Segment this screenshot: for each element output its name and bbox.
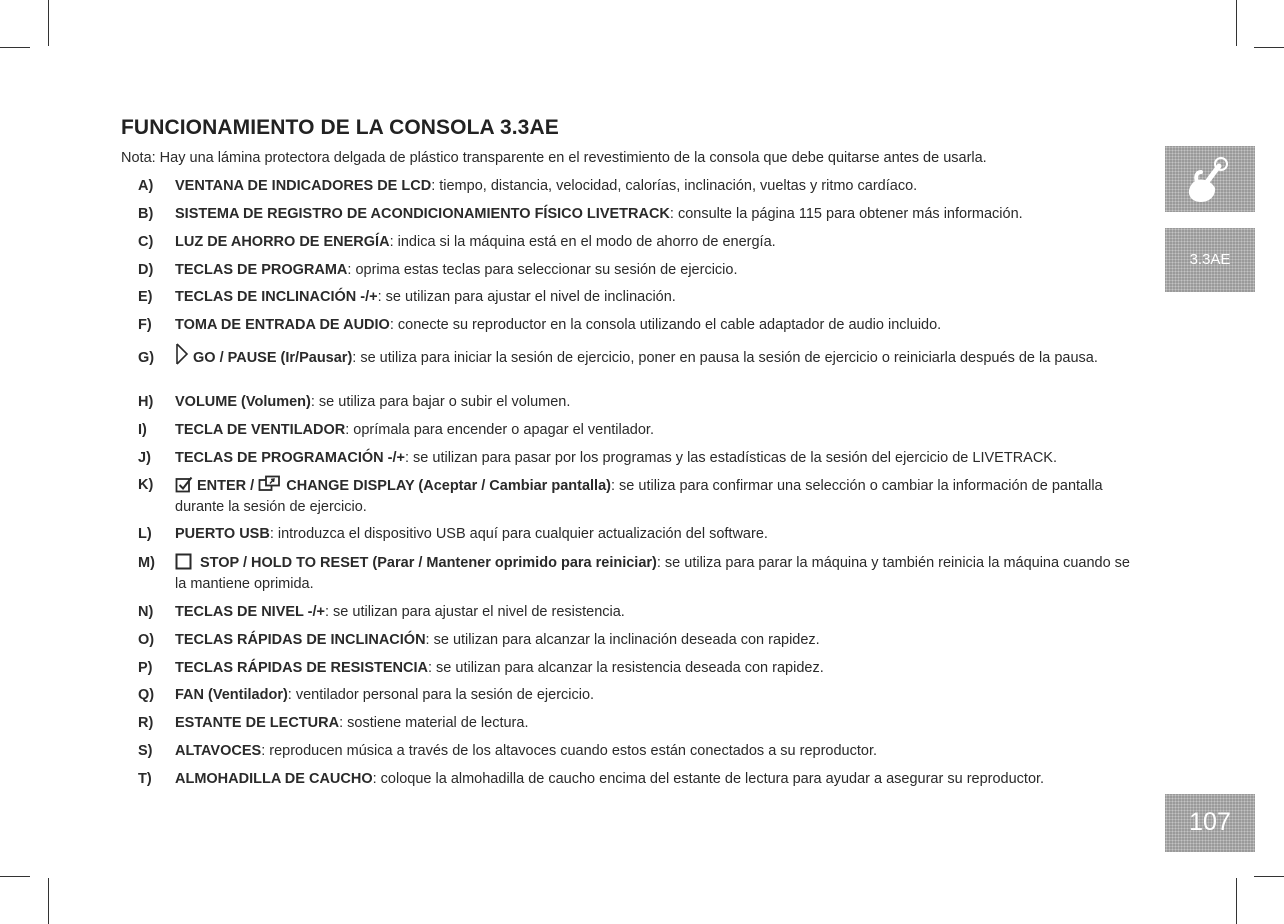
page-title: FUNCIONAMIENTO DE LA CONSOLA 3.3AE: [121, 116, 559, 139]
stop-square-icon: [175, 553, 192, 570]
list-item: [138, 658, 1138, 679]
item-label: LUZ DE AHORRO DE ENERGÍA: [175, 234, 390, 250]
item-label: ALTAVOCES: [175, 743, 262, 759]
item-label: TECLAS RÁPIDAS DE RESISTENCIA: [175, 660, 428, 676]
item-letter: C): [138, 234, 154, 250]
item-desc: : oprima estas teclas para seleccionar su sesión de ejercicio.: [347, 262, 738, 278]
crop-mark: [1254, 47, 1284, 48]
list-item: [138, 475, 1138, 518]
list-item: [138, 204, 1138, 225]
note: Nota: Hay una lámina protectora delgada de plástico transparente en el revestimiento de la consola que debe quitarse antes de usarla.: [121, 150, 987, 166]
list-item: [138, 713, 1138, 734]
item-desc: : se utilizan para alcanzar la resistencia deseada con rapidez.: [427, 660, 824, 676]
item-label: CHANGE DISPLAY (Aceptar / Cambiar pantalla): [286, 478, 611, 494]
item-desc: : coloque la almohadilla de caucho encima del estante de lectura para ayudar a asegurar su reproductor.: [372, 771, 1045, 787]
crop-mark: [0, 876, 30, 877]
item-label-separator: /: [246, 478, 255, 494]
item-label: PUERTO USB: [175, 526, 270, 542]
model-tab: [1165, 228, 1255, 292]
item-letter: A): [138, 178, 154, 194]
item-desc: : se utiliza para confirmar una selección o cambiar la información de pantalla durante la sesión de ejercicio.: [175, 478, 1103, 515]
item-desc: : conecte su reproductor en la consola utilizando el cable adaptador de audio incluido.: [389, 317, 942, 333]
item-label: TECLA DE VENTILADOR: [175, 422, 346, 438]
item-letter: H): [138, 394, 154, 410]
item-letter: M): [138, 555, 155, 571]
list-item: [138, 315, 1138, 336]
list-item: [138, 524, 1138, 545]
item-letter: N): [138, 604, 154, 620]
item-label: VOLUME (Volumen): [175, 394, 311, 410]
model-tab-label: 3.3AE: [1189, 251, 1231, 268]
item-desc: : tiempo, distancia, velocidad, calorías, inclinación, vueltas y ritmo cardíaco.: [431, 178, 918, 194]
item-desc: : reproducen música a través de los altavoces cuando estos están conectados a su reproductor.: [261, 743, 878, 759]
item-letter: L): [138, 526, 152, 542]
section-icon-tab: [1165, 146, 1255, 212]
list-item: [138, 630, 1138, 651]
item-desc: : ventilador personal para la sesión de ejercicio.: [287, 687, 595, 703]
item-label: ALMOHADILLA DE CAUCHO: [175, 771, 373, 787]
item-label: TOMA DE ENTRADA DE AUDIO: [175, 317, 390, 333]
crop-mark: [0, 47, 30, 48]
item-desc: : se utilizan para pasar por los programas y las estadísticas de la sesión del ejercicio de LIVETRACK.: [405, 450, 1058, 466]
list-item: [138, 287, 1138, 308]
item-letter: F): [138, 317, 152, 333]
item-letter: Q): [138, 687, 155, 703]
item-letter: P): [138, 660, 153, 676]
page-number-tab: [1165, 794, 1255, 852]
list-item: [138, 602, 1138, 623]
item-letter: K): [138, 477, 154, 493]
item-letter: I): [138, 422, 147, 438]
item-desc: : oprímala para encender o apagar el ventilador.: [345, 422, 654, 438]
hand-touch-icon: [1183, 152, 1237, 211]
item-label: TECLAS DE INCLINACIÓN -/+: [175, 289, 378, 305]
list-item: [138, 343, 1138, 369]
crop-mark: [48, 0, 49, 46]
item-label: ENTER: [197, 478, 247, 494]
item-letter: E): [138, 289, 153, 305]
list-item: [138, 392, 1138, 413]
crop-mark: [1236, 0, 1237, 46]
item-desc: : consulte la página 115 para obtener más información.: [669, 206, 1023, 222]
play-icon: [175, 343, 189, 365]
item-desc: : se utilizan para ajustar el nivel de resistencia.: [325, 604, 625, 620]
item-label: TECLAS RÁPIDAS DE INCLINACIÓN: [175, 632, 426, 648]
item-letter: T): [138, 771, 152, 787]
item-letter: D): [138, 262, 154, 278]
item-desc: : se utiliza para parar la máquina y también reinicia la máquina cuando se la mantiene oprimida.: [175, 555, 1131, 592]
list-item: [138, 769, 1138, 790]
item-desc: : se utiliza para iniciar la sesión de ejercicio, poner en pausa la sesión de ejercicio o reiniciarla después de la pausa.: [352, 350, 1098, 366]
item-label: TECLAS DE NIVEL -/+: [175, 604, 325, 620]
item-letter: B): [138, 206, 154, 222]
item-desc: : indica si la máquina está en el modo de ahorro de energía.: [389, 234, 776, 250]
list-item: [138, 232, 1138, 253]
list-item: [138, 741, 1138, 762]
item-label: TECLAS DE PROGRAMACIÓN -/+: [175, 450, 405, 466]
page-number: 107: [1189, 808, 1231, 836]
item-letter: O): [138, 632, 155, 648]
crop-mark: [1236, 878, 1237, 924]
item-desc: : sostiene material de lectura.: [339, 715, 529, 731]
list-item: [138, 260, 1138, 281]
item-desc: : se utilizan para ajustar el nivel de inclinación.: [377, 289, 676, 305]
item-label: GO / PAUSE (Ir/Pausar): [193, 350, 353, 366]
crop-mark: [1254, 876, 1284, 877]
item-label: ESTANTE DE LECTURA: [175, 715, 340, 731]
item-desc: : se utiliza para bajar o subir el volumen.: [310, 394, 571, 410]
item-label: SISTEMA DE REGISTRO DE ACONDICIONAMIENTO FÍSICO LIVETRACK: [175, 206, 670, 222]
list-item: [138, 448, 1138, 469]
item-label: STOP / HOLD TO RESET (Parar / Mantener oprimido para reiniciar): [200, 555, 657, 571]
item-label: VENTANA DE INDICADORES DE LCD: [175, 178, 432, 194]
list-item: [138, 553, 1138, 595]
crop-mark: [48, 878, 49, 924]
change-display-icon: [258, 475, 282, 493]
enter-check-icon: [175, 476, 193, 493]
list-item: [138, 685, 1138, 706]
item-label: FAN (Ventilador): [175, 687, 288, 703]
item-desc: : introduzca el dispositivo USB aquí para cualquier actualización del software.: [269, 526, 768, 542]
list-item: [138, 176, 1138, 197]
item-letter: J): [138, 450, 151, 466]
item-label: TECLAS DE PROGRAMA: [175, 262, 348, 278]
item-desc: : se utilizan para alcanzar la inclinación deseada con rapidez.: [425, 632, 820, 648]
list-item: [138, 420, 1138, 441]
item-letter: R): [138, 715, 154, 731]
item-letter: S): [138, 743, 153, 759]
item-letter: G): [138, 350, 155, 366]
